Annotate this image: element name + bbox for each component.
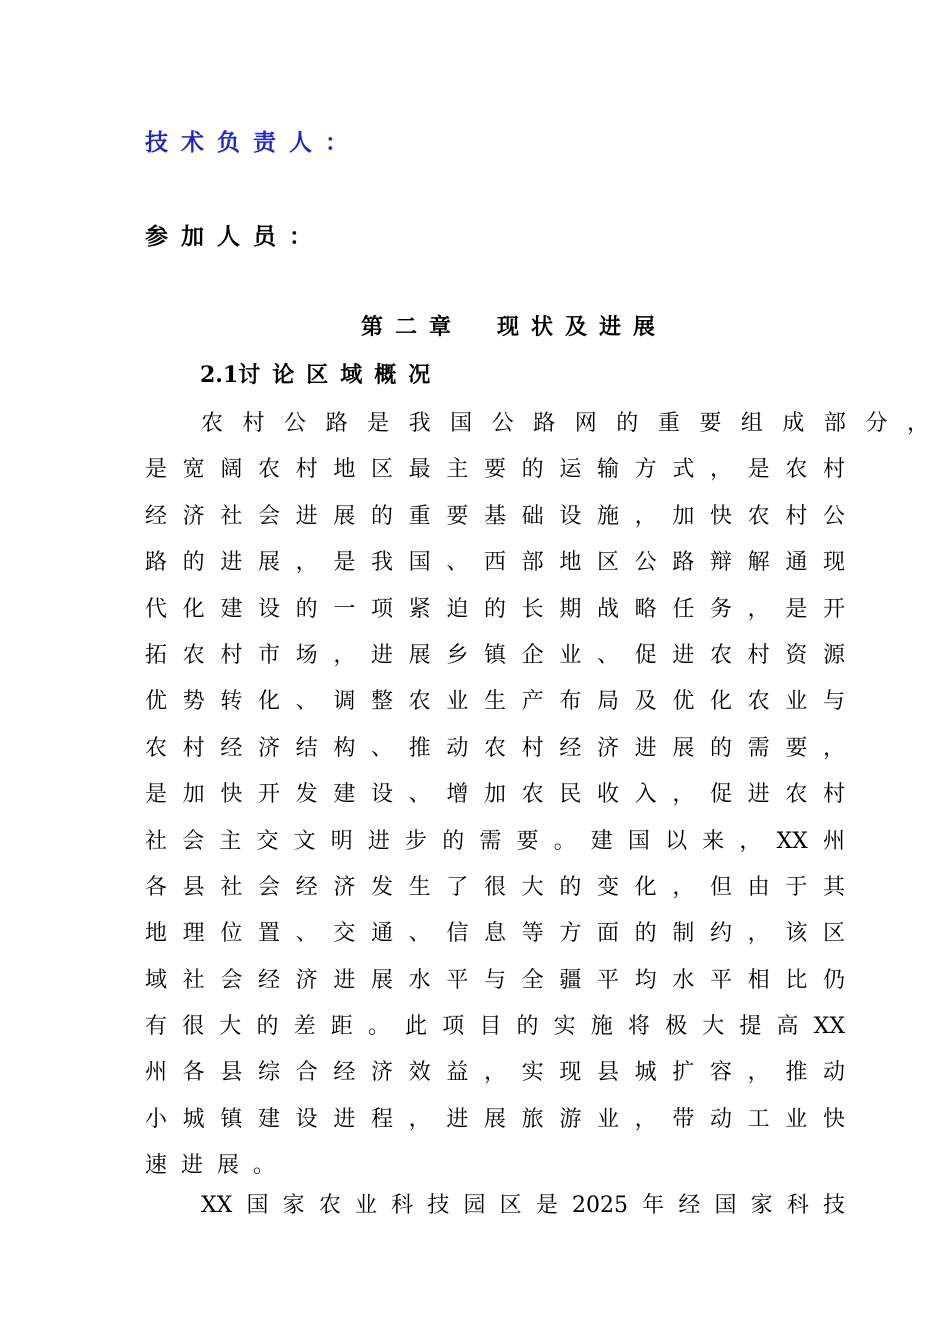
paragraph-1 [145,401,929,1190]
paragraph-line: 农村公路是我国公路网的重要组成部分， [201,411,929,436]
paragraph-line: 路的进展，是我国、西部地区公路辩解通现 [145,550,845,576]
paragraph-line: 有很大的差距。此项目的实施将极大提高XX [145,1014,845,1040]
paragraph-line: 是加快开发建设、增加农民收入，促进农村 [145,782,845,808]
chapter-number: 第二章 [361,314,464,340]
participants-label: 参加人员： [145,223,325,250]
paragraph-line: 拓农村市场，进展乡镇企业、促进农村资源 [145,642,845,668]
paragraph-line: XX国家农业科技园区是2025年经国家科技 [201,1193,845,1218]
paragraph-line: 农村经济结构、推动农村经济进展的需要， [145,735,845,761]
tech-lead-label: 技术负责人： [145,129,361,156]
paragraph-2 [145,1183,845,1229]
paragraph-line: 优势转化、调整农业生产布局及优化农业与 [145,689,845,715]
paragraph-line: 速进展。 [145,1153,290,1179]
paragraph-line: 各县社会经济发生了很大的变化，但由于其 [145,874,845,900]
section-title: 讨论区域概况 [238,362,443,388]
chapter-heading [361,310,667,341]
chapter-title: 现状及进展 [497,314,668,340]
paragraph-line: 社会主交文明进步的需要。建国以来，XX州 [145,828,845,854]
section-heading [200,358,442,389]
paragraph-line: 州各县综合经济效益，实现县城扩容，推动 [145,1060,845,1086]
paragraph-line: 代化建设的一项紧迫的长期战略任务，是开 [145,596,845,622]
section-number: 2.1 [200,362,239,388]
paragraph-line: 地理位置、交通、信息等方面的制约，该区 [145,921,845,947]
paragraph-line: 是宽阔农村地区最主要的运输方式，是农村 [145,457,845,483]
paragraph-line: 经济社会进展的重要基础设施，加快农村公 [145,503,845,529]
paragraph-line: 小城镇建设进程，进展旅游业，带动工业快 [145,1106,845,1132]
paragraph-line: 域社会经济进展水平与全疆平均水平相比仍 [145,967,845,993]
